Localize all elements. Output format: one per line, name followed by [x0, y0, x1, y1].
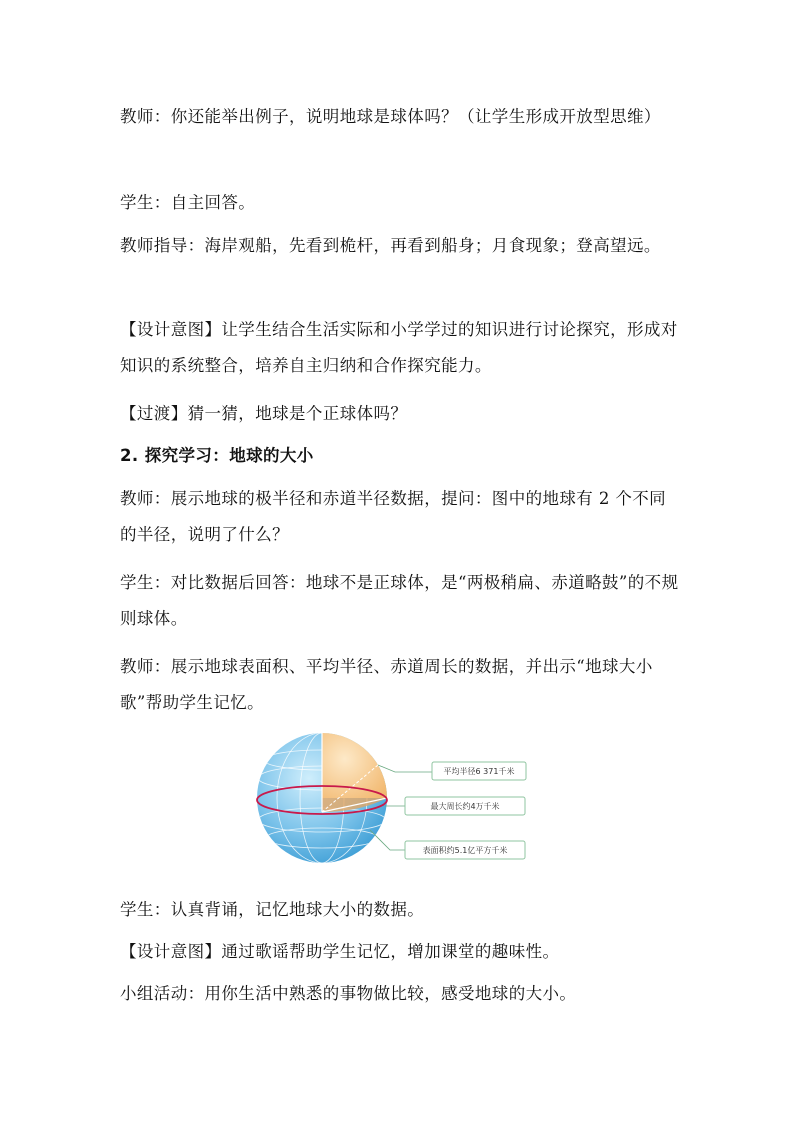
paragraph-student-answer: 学生：自主回答。: [120, 193, 256, 212]
callout-circumference: [405, 797, 525, 815]
paragraph-teacher-radius: 教师：展示地球的极半径和赤道半径数据，提问：图中的地球有 2 个不同的半径，说明了什么？: [120, 489, 667, 544]
callout-radius: [432, 762, 526, 780]
earth-globe: [257, 733, 387, 863]
paragraph-teacher-guidance: 教师指导：海岸观船，先看到桅杆，再看到船身；月食现象；登高望远。: [120, 236, 661, 255]
paragraph-transition: 【过渡】猜一猜，地球是个正球体吗？: [120, 404, 408, 423]
section-heading: 2. 探究学习：地球的大小: [120, 446, 314, 465]
earth-size-figure: [250, 720, 540, 880]
paragraph-group-activity: 小组活动：用你生活中熟悉的事物做比较，感受地球的大小。: [120, 984, 577, 1003]
callout-area: [405, 841, 525, 859]
svg-text:最大周长约4万千米: 最大周长约4万千米: [430, 802, 500, 811]
paragraph-design-intent-2: 【设计意图】通过歌谣帮助学生记忆，增加课堂的趣味性。: [120, 942, 560, 961]
paragraph-student-conclusion: 学生：对比数据后回答：地球不是正球体，是“两极稍扁、赤道略鼓”的不规则球体。: [120, 573, 679, 628]
paragraph-student-memorize: 学生：认真背诵，记忆地球大小的数据。: [120, 900, 425, 919]
paragraph-teacher-song: 教师：展示地球表面积、平均半径、赤道周长的数据，并出示“地球大小歌”帮助学生记忆。: [120, 657, 653, 712]
svg-text:表面积约5.1亿平方千米: 表面积约5.1亿平方千米: [422, 846, 508, 855]
paragraph-design-intent-1: 【设计意图】让学生结合生活实际和小学学过的知识进行讨论探究，形成对知识的系统整合，培养自主归纳和合作探究能力。: [120, 320, 678, 375]
svg-text:平均半径6 371千米: 平均半径6 371千米: [443, 767, 515, 776]
paragraph-teacher-question: 教师：你还能举出例子，说明地球是球体吗？（让学生形成开放型思维）: [120, 107, 661, 126]
